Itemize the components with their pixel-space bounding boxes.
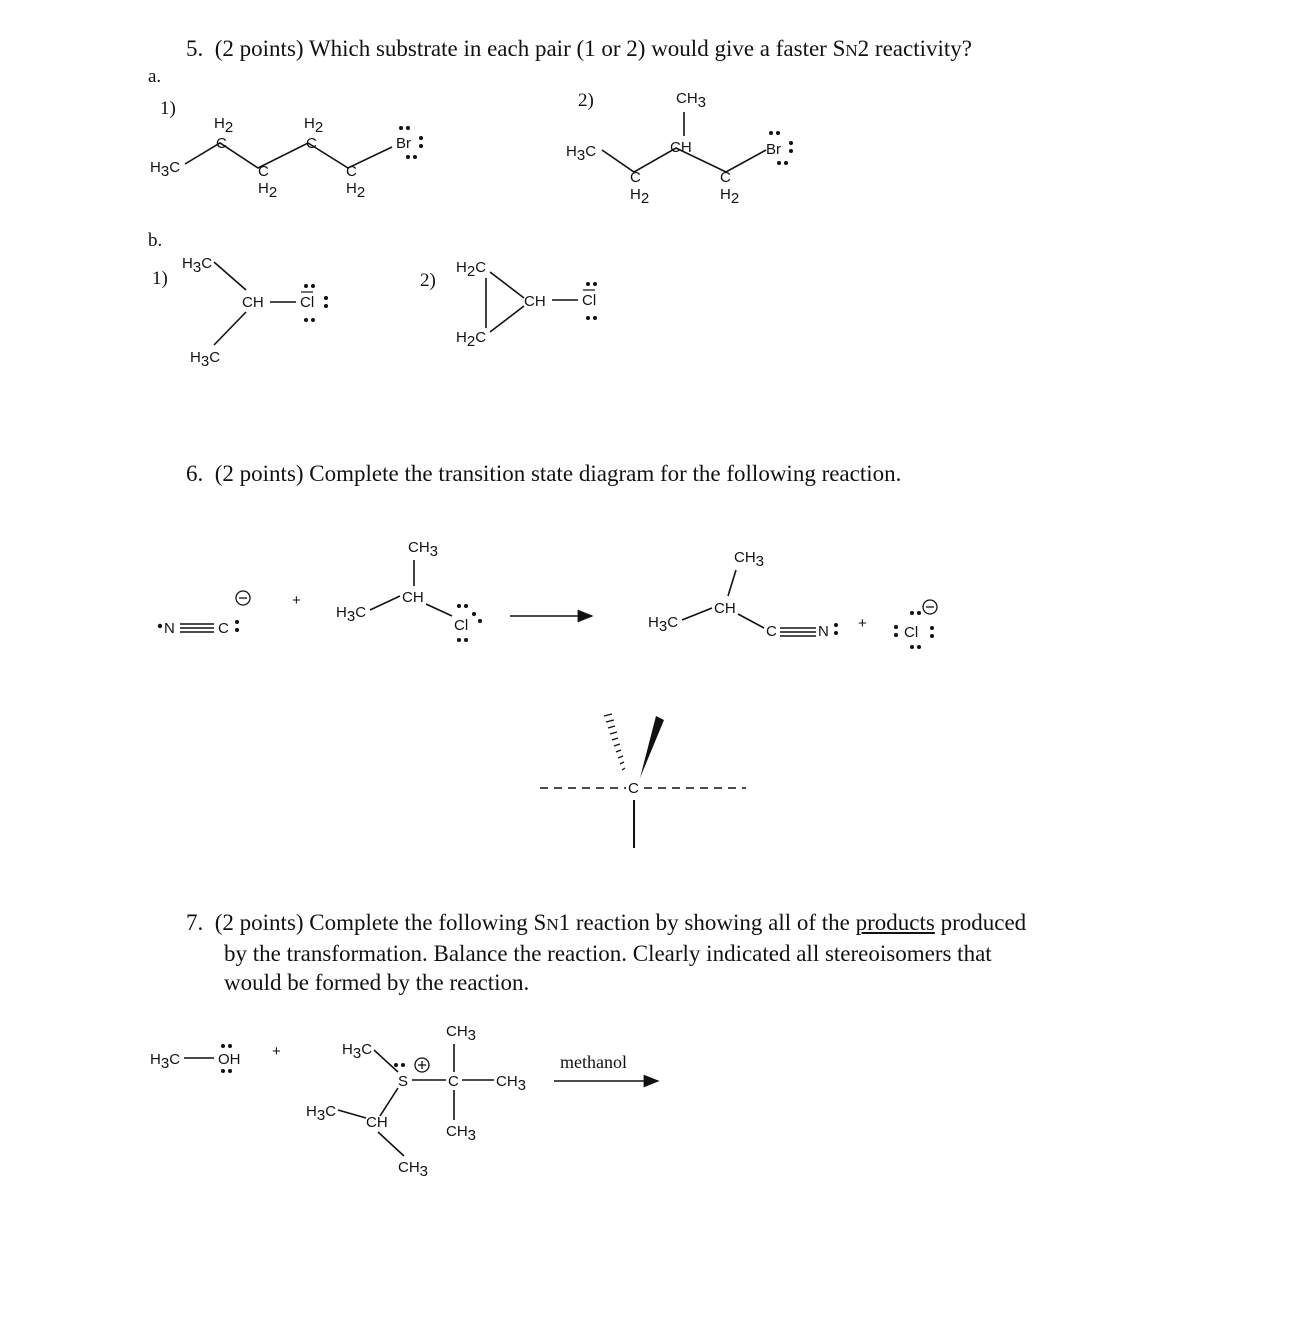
svg-text:N: N: [164, 620, 175, 637]
svg-text:C: C: [628, 780, 639, 797]
wedge-bond: [640, 716, 664, 778]
q5-part-b-label: b.: [148, 230, 163, 251]
svg-text:C: C: [448, 1073, 459, 1090]
svg-text:H3C: H3C: [306, 1103, 337, 1124]
svg-text:C: C: [306, 135, 317, 152]
q5-part-a-label: a.: [148, 66, 162, 87]
svg-text:CH: CH: [402, 589, 424, 606]
svg-text:H2: H2: [258, 180, 278, 201]
svg-text:C: C: [216, 135, 227, 152]
svg-text:H2: H2: [630, 186, 650, 207]
svg-text:H2: H2: [304, 115, 324, 136]
plus-sign: +: [292, 592, 301, 609]
q5a-structure-1: [150, 115, 423, 201]
svg-text:H3C: H3C: [566, 143, 597, 164]
svg-text:Cl: Cl: [300, 294, 315, 311]
q7-sulfonium-substrate: [306, 1023, 526, 1180]
plus-sign: +: [272, 1043, 281, 1060]
svg-text:C: C: [630, 169, 641, 186]
svg-text:CH: CH: [366, 1114, 388, 1131]
svg-text:H2: H2: [214, 115, 234, 136]
svg-text:CH: CH: [524, 293, 546, 310]
q5b-structure-2: [456, 259, 597, 350]
svg-text:CH3: CH3: [734, 549, 765, 570]
svg-text:OH: OH: [218, 1051, 241, 1068]
q6-cyanide-ion: [158, 591, 250, 637]
svg-text:H3C: H3C: [190, 349, 221, 370]
svg-text:C: C: [218, 620, 229, 637]
q5a-option-1-label: 1): [160, 98, 176, 119]
q7-methanol: [150, 1044, 241, 1073]
q5b-option-2-label: 2): [420, 270, 436, 291]
atom-br: Br: [396, 135, 411, 152]
q6-product-nitrile: [648, 549, 838, 640]
q5b-option-1-label: 1): [152, 268, 168, 289]
svg-text:C: C: [766, 623, 777, 640]
svg-text:CH3: CH3: [408, 539, 439, 560]
svg-text:H2C: H2C: [456, 259, 487, 280]
svg-text:CH: CH: [242, 294, 264, 311]
svg-text:CH3: CH3: [446, 1023, 477, 1044]
svg-text:Cl: Cl: [904, 624, 919, 641]
svg-text:C: C: [346, 163, 357, 180]
question-5-prompt: 5. (2 points) Which substrate in each pair (1 or 2) would give a faster SN2 reactivity?: [186, 36, 972, 61]
svg-text:H3C: H3C: [336, 604, 367, 625]
solvent-label: methanol: [560, 1052, 627, 1072]
q6-number: 6.: [186, 461, 204, 486]
svg-text:Cl: Cl: [454, 617, 469, 634]
question-6-prompt: 6. (2 points) Complete the transition state diagram for the following reaction.: [186, 461, 902, 486]
svg-text:CH3: CH3: [398, 1159, 429, 1180]
q5-number: 5.: [186, 36, 204, 61]
q6-chloride-ion: [894, 600, 937, 649]
plus-sign: +: [858, 615, 867, 632]
svg-text:H2: H2: [346, 180, 366, 201]
svg-text:CH: CH: [714, 600, 736, 617]
hashed-wedge-bond: [604, 714, 625, 770]
svg-text:CH3: CH3: [676, 90, 707, 111]
svg-text:N: N: [818, 623, 829, 640]
q7-number: 7.: [186, 910, 204, 935]
atom-h3c: H3C: [150, 159, 181, 180]
question-7-prompt: 7. (2 points) Complete the following SN1 reaction by showing all of the products produced by the transformation. Balance the reaction. Clearly indicated all stereoisomers that would be formed by the reaction.: [186, 910, 1027, 995]
svg-text:H2: H2: [720, 186, 740, 207]
svg-text:CH3: CH3: [446, 1123, 477, 1144]
svg-text:H3C: H3C: [648, 614, 679, 635]
svg-text:C: C: [258, 163, 269, 180]
svg-text:CH3: CH3: [496, 1073, 527, 1094]
atom-br: Br: [766, 141, 781, 158]
q5a-structure-2: [566, 90, 793, 207]
svg-text:H3C: H3C: [342, 1041, 373, 1062]
svg-text:H3C: H3C: [182, 255, 213, 276]
svg-text:C: C: [720, 169, 731, 186]
q5a-option-2-label: 2): [578, 90, 594, 111]
transition-state-template: [540, 714, 746, 848]
svg-text:CH: CH: [670, 139, 692, 156]
svg-text:S: S: [398, 1073, 409, 1090]
svg-text:H3C: H3C: [150, 1051, 181, 1072]
products-underlined: products: [855, 910, 935, 935]
svg-text:H2C: H2C: [456, 329, 487, 350]
svg-text:Cl: Cl: [582, 292, 597, 309]
q6-substrate: [336, 539, 482, 642]
q5b-structure-1: [182, 255, 328, 370]
